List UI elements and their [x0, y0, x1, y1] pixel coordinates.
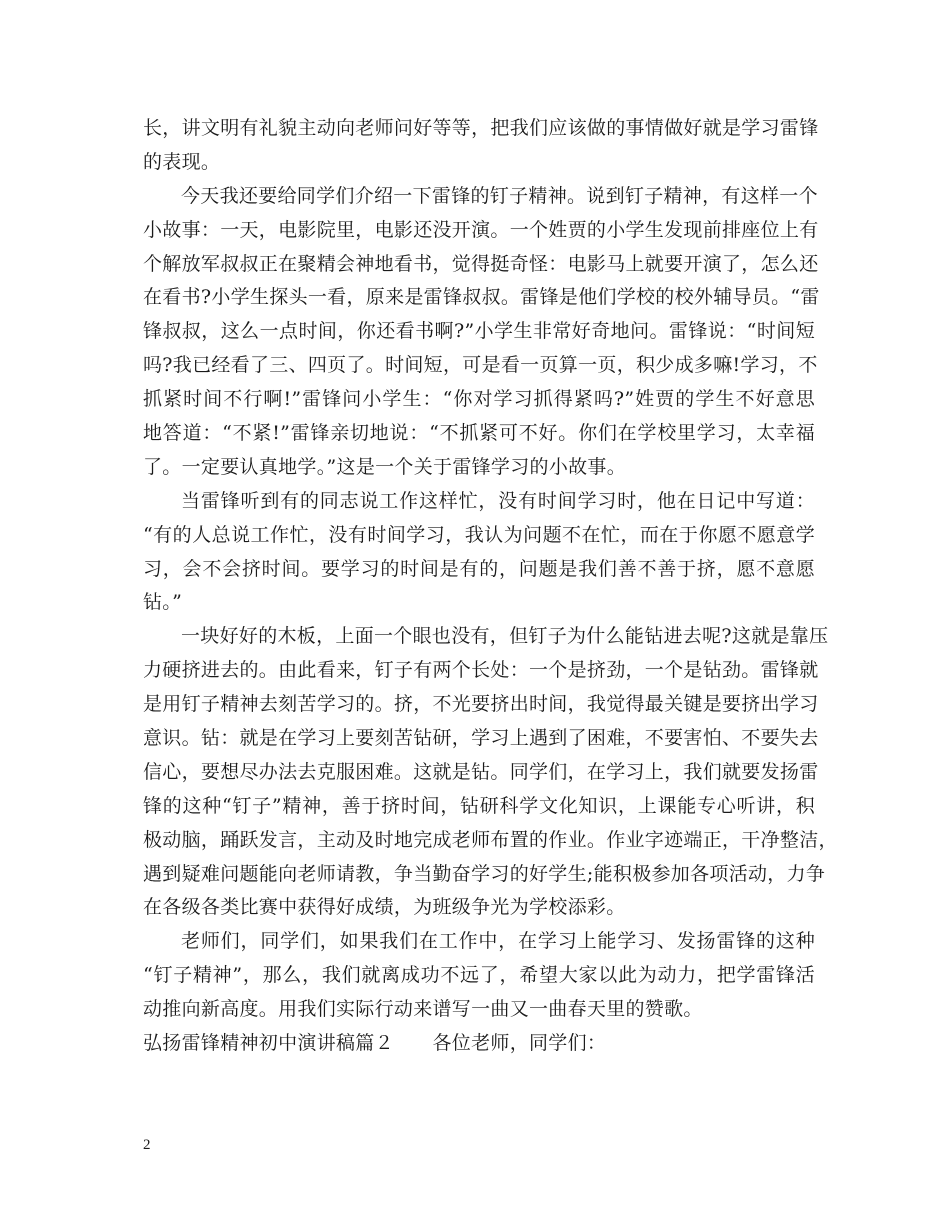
text-line: 遇到疑难问题能向老师请教，争当勤奋学习的好学生;能积极参加各项活动，力争	[143, 862, 826, 885]
text-line: 力硬挤进去的。由此看来，钉子有两个长处：一个是挤劲，一个是钻劲。雷锋就	[143, 659, 819, 682]
text-line: 意识。钻：就是在学习上要刻苦钻研，学习上遇到了困难，不要害怕、不要失去	[143, 727, 819, 750]
text-line: 信心，要想尽办法去克服困难。这就是钻。同学们，在学习上，我们就要发扬雷	[143, 760, 819, 783]
paragraph-first-line: 老师们，同学们，如果我们在工作中，在学习上能学习、发扬雷锋的这种	[181, 930, 815, 953]
text-line: 锋的这种“钉子”精神，善于挤时间，钻研科学文化知识，上课能专心听讲，积	[143, 794, 815, 817]
text-line: 是用钉子精神去刻苦学习的。挤，不光要挤出时间，我觉得最关键是要挤出学习	[143, 693, 819, 716]
text-line: 了。一定要认真地学。”这是一个关于雷锋学习的小故事。	[143, 455, 627, 478]
text-line: 长，讲文明有礼貌主动向老师问好等等，把我们应该做的事情做好就是学习雷锋	[143, 117, 819, 139]
text-line: 个解放军叔叔正在聚精会神地看书，觉得挺奇怪：电影马上就要开演了，怎么还	[143, 252, 819, 275]
page-number: 2	[143, 1137, 151, 1153]
text-line: 在各级各类比赛中获得好成绩，为班级争光为学校添彩。	[143, 896, 626, 919]
text-line: 弘扬雷锋精神初中演讲稿篇２ 各位老师，同学们：	[143, 1032, 607, 1055]
text-line: 在看书?小学生探头一看，原来是雷锋叔叔。雷锋是他们学校的校外辅导员。“雷	[143, 286, 820, 309]
text-line: 小故事：一天，电影院里，电影还没开演。一个姓贾的小学生发现前排座位上有	[143, 218, 819, 241]
text-line: 的表现。	[143, 150, 221, 173]
text-line: “有的人总说工作忙，没有时间学习，我认为问题不在忙，而在于你愿不愿意学	[143, 523, 815, 546]
paragraph-first-line: 当雷锋听到有的同志说工作这样忙，没有时间学习时，他在日记中写道：	[181, 489, 815, 512]
text-line: 吗?我已经看了三、四页了。时间短，可是看一页算一页，积少成多嘛!学习，不	[143, 354, 818, 377]
document-body	[143, 112, 838, 1061]
paragraph-first-line: 今天我还要给同学们介绍一下雷锋的钉子精神。说到钉子精神，有这样一个	[181, 184, 818, 207]
text-line: 地答道：“不紧!”雷锋亲切地说：“不抓紧可不好。你们在学校里学习，太幸福	[143, 422, 815, 445]
text-line: 动推向新高度。用我们实际行动来谱写一曲又一曲春天里的赞歌。	[143, 998, 703, 1021]
text-line: 极动脑，踊跃发言，主动及时地完成老师布置的作业。作业字迹端正，干净整洁，	[143, 828, 838, 851]
text-line: “钉子精神”，那么，我们就离成功不远了，希望大家以此为动力，把学雷锋活	[143, 964, 815, 987]
text-line: 习，会不会挤时间。要学习的时间是有的，问题是我们善不善于挤，愿不意愿	[143, 557, 815, 580]
text-line: 钻。”	[143, 591, 183, 614]
text-line: 抓紧时间不行啊!”雷锋问小学生：“你对学习抓得紧吗?”姓贾的学生不好意思	[143, 388, 815, 411]
paragraph-first-line: 一块好好的木板，上面一个眼也没有，但钉子为什么能钻进去呢?这就是靠压	[181, 625, 829, 648]
text-line: 锋叔叔，这么一点时间，你还看书啊?”小学生非常好奇地问。雷锋说：“时间短	[143, 320, 815, 343]
